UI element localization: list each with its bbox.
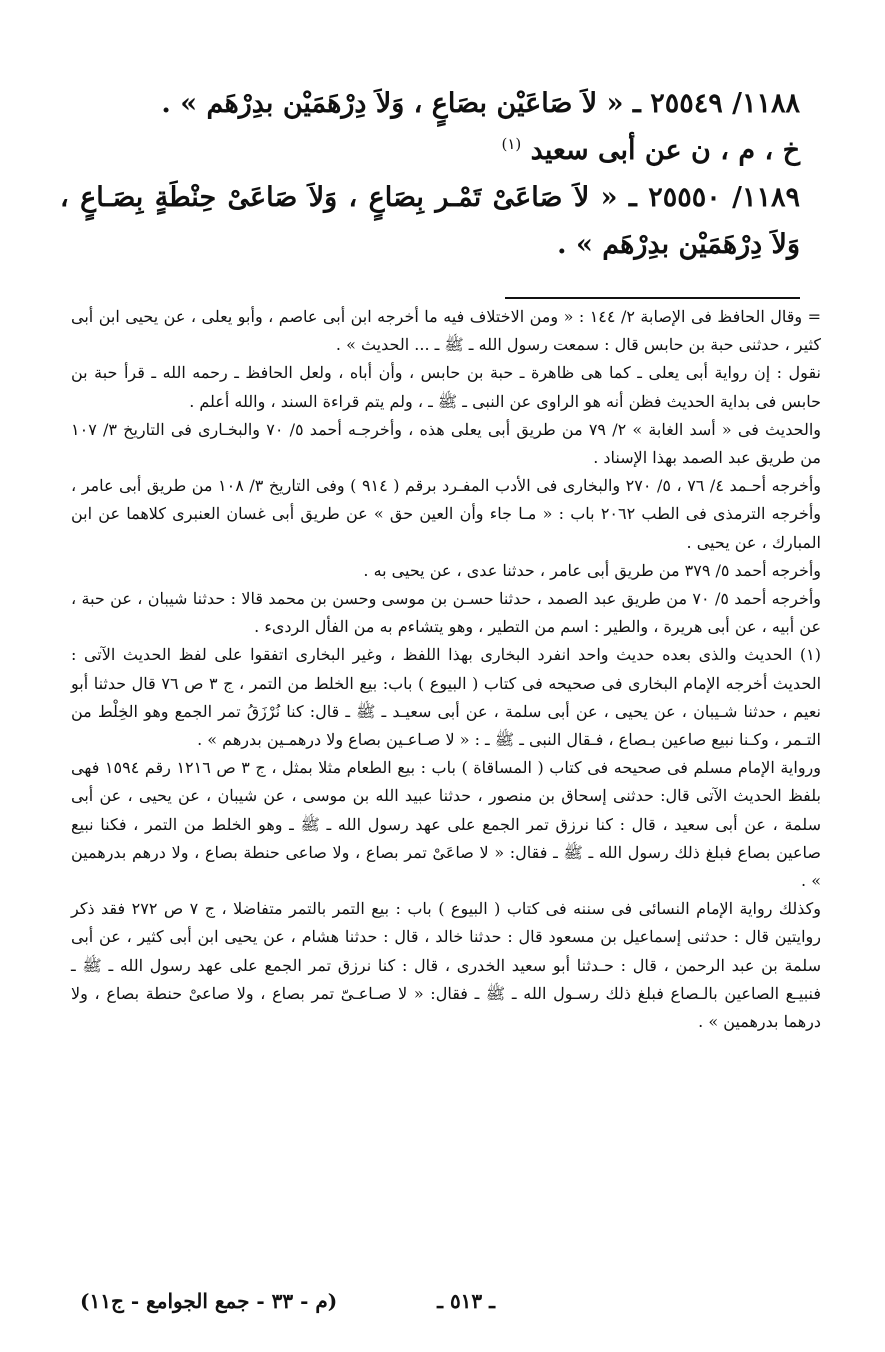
hadith-1188 (60, 80, 800, 127)
footnote-paragraph: ورواية الإمام مسلم فى صحيحه فى كتاب ( المساقاة ) باب : بيع الطعام مثلا بمثل ، ج ٣ ص ١٢١٦ رقم ١٥٩٤ فهى بلفظ الحديث الآتى قال: حدثنى إسحاق بن منصور ، حدثنا عبيد الله بن موسى ، عن شيبان ، عن يحيى ، عن أبى سلمة ، عن أبى سعيد ، قال : كنا نرزق تمر الجمع على عهد رسول الله ـ ﷺ ـ وهو الخلط من التمر ، فكنا نبيع صاعين بصاع فبلغ ذلك رسول الله ـ ﷺ ـ فقال: « لا صاعَىْ تمر بصاع ، ولا صاعى حنطة بصاع ، ولا درهم بدرهمين » . (71, 758, 822, 891)
footnote-reference: (١) (501, 135, 522, 153)
footnote-divider (505, 297, 800, 299)
hadith-1188-source-text: خ ، م ، ن عن أبى سعيد (530, 135, 800, 166)
footnotes (71, 303, 821, 1036)
footnote-paragraph: وكذلك رواية الإمام النسائى فى سننه فى كتاب ( البيوع ) باب : بيع التمر بالتمر متفاضلا ، ج ٧ ص ٢٧٢ فقد ذكر روايتين قال : حدثنى إسماعيل بن مسعود قال : حدثنا خالد ، قال : حدثنا هشام ، عن يحيى ابن أبى كثير ، عن أبى سلمة بن عبد الرحمن ، قال : حـدثنا أبو سعيد الخدرى ، قال : كنا نرزق تمر الجمع على عهد رسول الله ـ ﷺ ـ فنبيـع الصاعين بالـصاع فبلغ ذلك رسـول الله ـ ﷺ ـ فقال: « لا صـاعـىّ تمر بصاع ، ولا صاعىْ حنطة بصاع ، ولا درهما بدرهمين » . (71, 899, 822, 1032)
hadith-1188-text: ١١٨٨/ ٢٥٥٤٩ ـ « لاَ صَاعَيْن بصَاعٍ ، وَلاَ دِرْهَمَيْن بدِرْهَم » . (161, 88, 800, 119)
footnote-paragraph: وأخرجه أحـمد ٤/ ٧٦ ، ٥/ ٢٧٠ والبخارى فى الأدب المفـرد برقم ( ٩١٤ ) وفى التاريخ ٣/ ١٠٨ من طريق أبى عامر ، وأخرجه الترمذى فى الطب ٢٠٦٢ باب : « مـا جاء وأن العين حق » عن طريق أبى غسان العنبرى كلاهما عن ابن المبارك ، عن يحيى . (71, 476, 822, 552)
footnote-paragraph: = وقال الحافظ فى الإصابة ٢/ ١٤٤ : « ومن الاختلاف فيه ما أخرجه ابن أبى عاصم ، وأبو يعلى ، عن يحيى ابن أبى كثير ، حدثنى حبة بن حابس قال : سمعت رسول الله ـ ﷺ ـ ... الحديث » . (71, 307, 822, 355)
main-text (60, 80, 800, 268)
footnote-paragraph: (١) الحديث والذى بعده حديث واحد انفرد البخارى بهذا اللفظ ، وغير البخارى اتفقوا على لفظ الحديث الآتى : الحديث أخرجه الإمام البخارى فى صحيحه فى كتاب ( البيوع ) باب: بيع الخلط من التمر ، ج ٣ ص ٧٦ قال حدثنا أبو نعيم ، حدثنا شـيبان ، عن يحيى ، عن أبى سلمة ، عن أبى سعيـد ـ ﷺ ـ قال: كنا نُرْزَقُ تمر الجمع وهو الخِلْط من التـمر ، وكـنا نبيع صاعين بـصاع ، فـقال النبى ـ ﷺ ـ : « لا صـاعـين بصاع ولا درهمـين بدرهم » . (71, 645, 822, 750)
hadith-1189 (60, 174, 800, 268)
page-number: ـ ٥١٣ ـ (437, 1289, 495, 1313)
signature-mark: (م - ٣٣ - جمع الجوامع - ج١١) (80, 1289, 338, 1313)
hadith-1189-text: ١١٨٩/ ٢٥٥٥٠ ـ « لاَ صَاعَىْ تَمْـر بِصَاعٍ ، وَلاَ صَاعَىْ حِنْطَةٍ بِصَـاعٍ ، وَلاَ دِرْهَمَيْن بدِرْهَم » . (60, 182, 801, 260)
footnote-paragraph: والحديث فى « أسد الغابة » ٢/ ٧٩ من طريق أبى يعلى هذه ، وأخرجـه أحمد ٥/ ٧٠ والبخـارى فى التاريخ ٣/ ١٠٧ من طريق عبد الصمد بهذا الإسناد . (71, 419, 821, 468)
footnote-paragraph: وأخرجه أحمد ٥/ ٣٧٩ من طريق أبى عامر ، حدثنا عدى ، عن يحيى به . (363, 560, 821, 580)
page-footer (0, 1283, 885, 1323)
hadith-1188-sources (60, 127, 800, 174)
footnote-paragraph: نقول : إن رواية أبى يعلى ـ كما هى ظاهرة ـ حبة بن حابس ، وأن أباه ، ولعل الحافظ ـ رحمه الله ـ قرأ حبة بن حابس فى بداية الحديث فظن أنه هو الراوى عن النبى ـ ﷺ ـ ، ولم يتم قراءة السند ، والله أعلم . (71, 363, 821, 411)
footnote-paragraph: وأخرجه أحمد ٥/ ٧٠ من طريق عبد الصمد ، حدثنا حسـن بن موسى وحسن بن محمد قالا : حدثنا شيبان ، عن حبة ، عن أبيه ، عن أبى هريرة ، والطير : اسم من التطير ، وهو يتشاءم به من الفأل الردىء . (71, 589, 822, 637)
